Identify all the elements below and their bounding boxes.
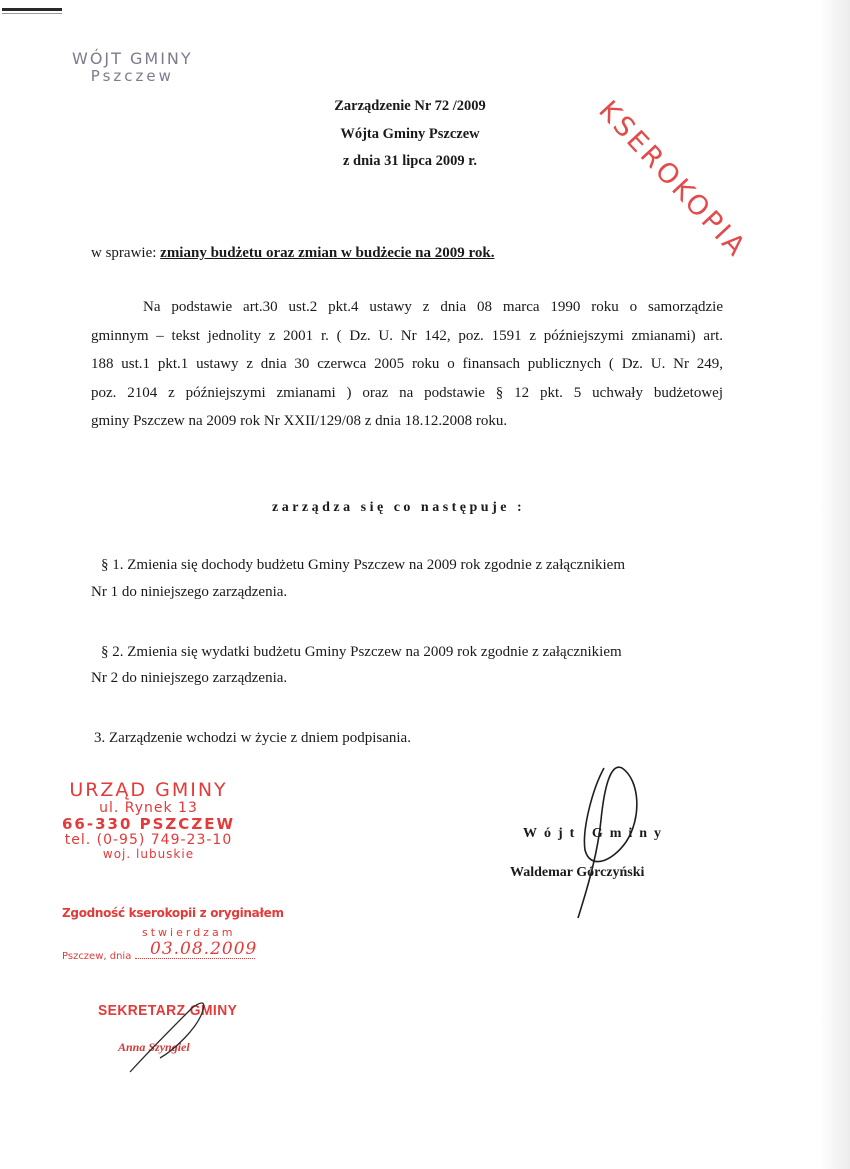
paragraph-2-line-2: Nr 2 do niniejszego zarządzenia. <box>91 670 288 686</box>
office-stamp-phone: tel. (0-95) 749-23-10 <box>64 831 233 848</box>
secretary-stamp-title: SEKRETARZ GMINY <box>98 1002 238 1019</box>
signatory-name: Waldemar Górczyński <box>510 865 645 880</box>
handwritten-date: 03.08.2009 <box>150 939 258 959</box>
preamble-line: poz. 2104 z późniejszymi zmianami ) oraz na podstawie § 12 pkt. 5 uchwały budżetowej <box>91 385 723 401</box>
decree-heading: zarządza się co następuje : <box>272 500 526 515</box>
certification-place-label: Pszczew, dnia <box>62 951 132 962</box>
paragraph-1-line-2: Nr 1 do niniejszego zarządzenia. <box>91 584 288 600</box>
preamble-line: gminnym – tekst jednolity z 2001 r. ( Dz. U. Nr 142, poz. 1591 z późniejszymi zmianami) art. <box>91 328 723 344</box>
certification-confirm: stwierdzam <box>142 926 236 939</box>
certification-text: Zgodność kserokopii z oryginałem <box>62 906 284 920</box>
office-stamp-postcode: 66-330 PSZCZEW <box>62 815 235 834</box>
decree-issuer: Wójta Gminy Pszczew <box>340 126 480 142</box>
secretary-stamp-name: Anna Szyngiel <box>118 1040 190 1054</box>
paragraph-3: 3. Zarządzenie wchodzi w życie z dniem podpisania. <box>94 730 411 746</box>
subject-prefix: w sprawie: <box>91 245 161 261</box>
wojt-handwritten-signature <box>578 767 637 918</box>
decree-date: z dnia 31 lipca 2009 r. <box>342 153 477 169</box>
paragraph-1-line-1: § 1. Zmienia się dochody budżetu Gminy Pszczew na 2009 rok zgodnie z załącznikiem <box>101 557 626 573</box>
decree-number: Zarządzenie Nr 72 /2009 <box>334 98 486 114</box>
preamble-line: Na podstawie art.30 ust.2 pkt.4 ustawy z dnia 08 marca 1990 roku o samorządzie <box>143 299 723 315</box>
preamble-line: gminy Pszczew na 2009 rok Nr XXII/129/08 z dnia 18.12.2008 roku. <box>91 413 508 429</box>
stamp-line: Pszczew <box>90 67 174 86</box>
paragraph-2-line-1: § 2. Zmienia się wydatki budżetu Gminy Pszczew na 2009 rok zgodnie z załącznikiem <box>101 644 622 660</box>
kserokopia-stamp: KSEROKOPIA <box>592 95 753 264</box>
office-stamp-street: ul. Rynek 13 <box>99 799 198 816</box>
stamp-line: WÓJT GMINY <box>72 49 193 68</box>
office-stamp-region: woj. lubuskie <box>102 847 195 862</box>
preamble-line: 188 ust.1 pkt.1 ustawy z dnia 30 czerwca 2005 roku o finansach publicznych ( Dz. U. Nr 249, <box>91 356 723 372</box>
office-stamp-name: URZĄD GMINY <box>69 779 228 801</box>
signature-title: Wójt Gminy <box>523 826 669 841</box>
secretary-handwritten-signature <box>130 1003 204 1072</box>
subject-text: zmiany budżetu oraz zmian w budżecie na 2009 rok. <box>160 245 495 261</box>
